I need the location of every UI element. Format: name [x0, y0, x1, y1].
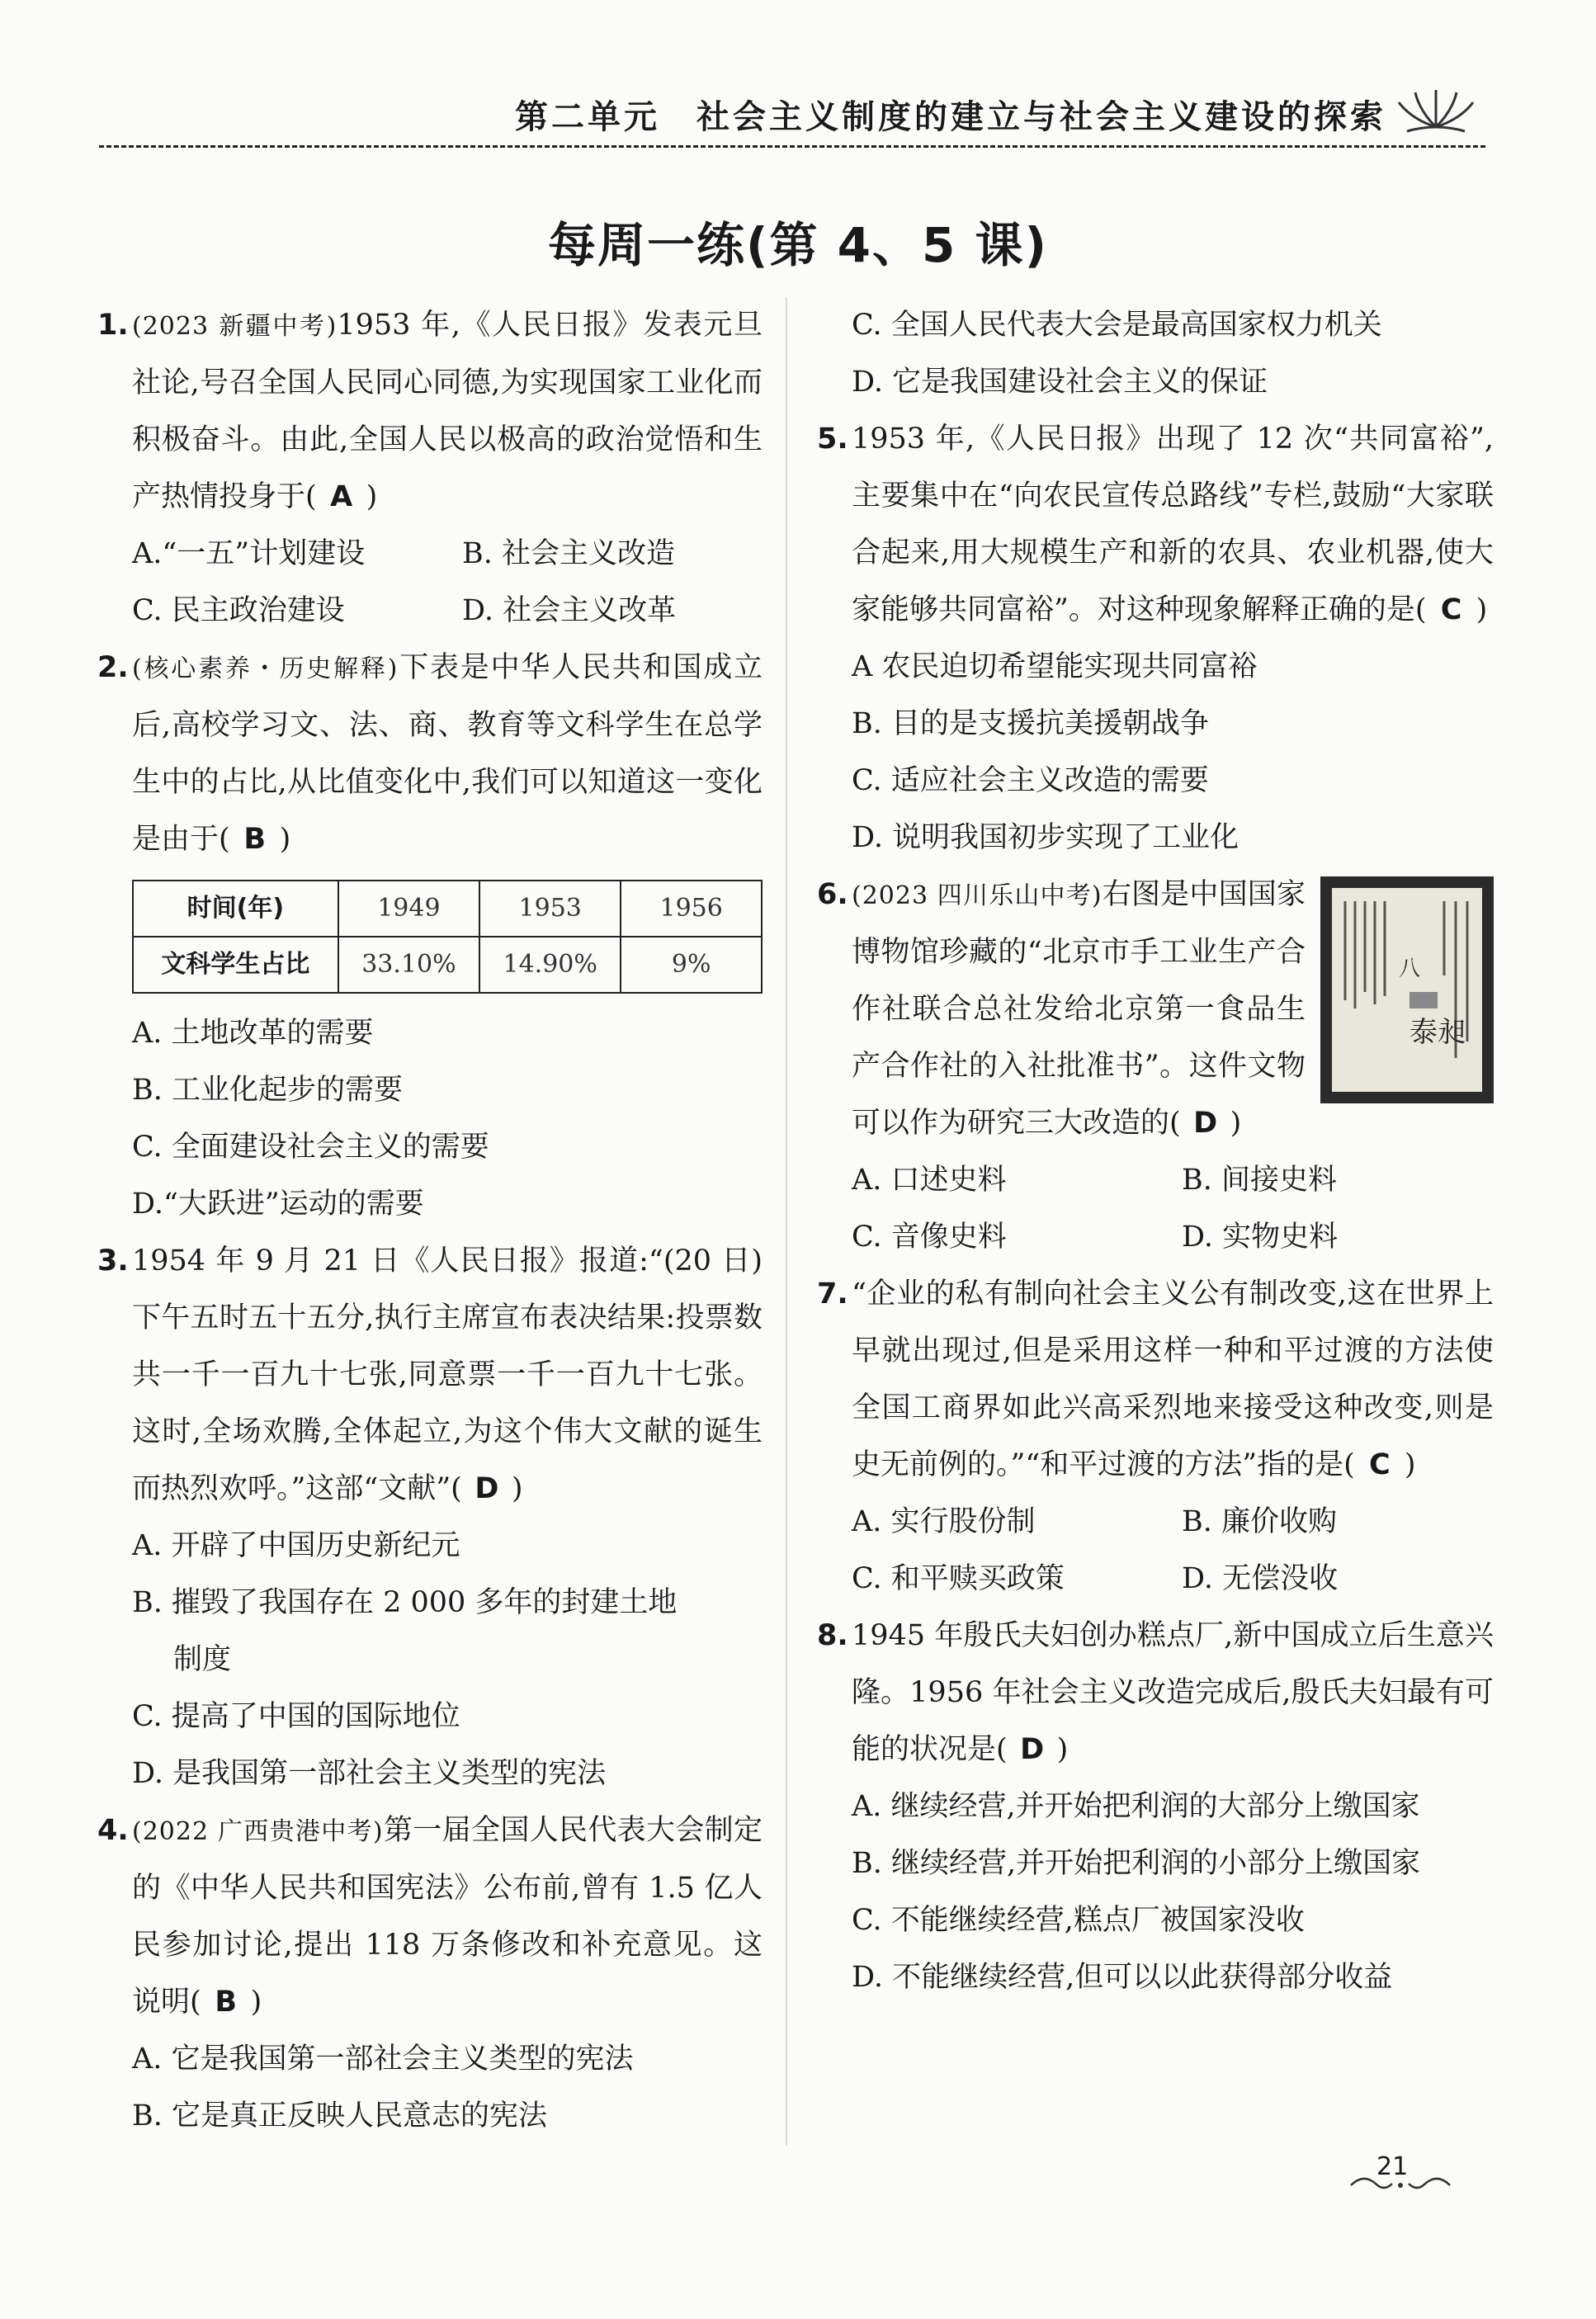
question-stem	[852, 867, 1494, 1152]
question-stem	[852, 411, 1494, 639]
table-cell: 33.10%	[338, 937, 479, 993]
stem-close: )	[366, 480, 378, 513]
row-header: 时间(年)	[133, 881, 338, 937]
option-a: A. 土地改革的需要	[132, 1017, 374, 1050]
answer-letter: D	[1020, 1733, 1045, 1766]
question-stem	[132, 1802, 763, 2031]
question-8	[817, 1608, 1494, 1778]
option-c: C. 民主政治建设	[132, 594, 345, 627]
stem-close: )	[250, 1986, 262, 2019]
running-header	[99, 91, 1485, 149]
answer-letter: D	[475, 1472, 499, 1505]
left-column	[97, 297, 763, 2145]
answer-letter: C	[1369, 1448, 1391, 1481]
question-number: 8.	[817, 1619, 848, 1652]
options-row	[97, 583, 763, 640]
stem-text: 1954 年 9 月 21 日《人民日报》报道:“(20 日)下午五时五十五分,执行主席宣布表决结果:投票数共一千一百九十七张,同意票一千一百九十七张。这时,全场欢腾,全体起立,为这个伟大文献的诞生而热烈欢呼。”这部“文献”(	[132, 1245, 763, 1505]
question-source: (核心素养・历史解释)	[132, 654, 399, 683]
option-b: B. 目的是支援抗美援朝战争	[852, 707, 1209, 740]
right-column	[817, 297, 1494, 2006]
option-a: A. 口述史料	[852, 1164, 1007, 1197]
stem-text: 1953 年,《人民日报》出现了 12 次“共同富裕”,主要集中在“向农民宣传总路线”专栏,鼓励“大家联合起来,用大规模生产和新的农具、农业机器,使大家能够共同富裕”。对这种现象解释正确的是(	[852, 423, 1494, 626]
answer-letter: B	[215, 1986, 237, 2019]
stem-text: 下表是中华人民共和国成立后,高校学习文、法、商、教育等文科学生在总学生中的占比,从比值变化中,我们可以知道这一变化是由于(	[132, 651, 763, 856]
question-stem	[132, 297, 763, 526]
answer-letter: D	[1193, 1107, 1218, 1140]
answer-letter: C	[1440, 593, 1462, 626]
option-b: B. 工业化起步的需要	[132, 1074, 403, 1107]
option-c: C. 全面建设社会主义的需要	[132, 1131, 489, 1164]
option-a: A. 继续经营,并开始把利润的大部分上缴国家	[852, 1790, 1420, 1823]
option-b: B. 摧毁了我国存在 2 000 多年的封建土地	[132, 1586, 678, 1619]
option-b: B. 它是真正反映人民意志的宪法	[132, 2099, 547, 2132]
page-number: 21	[1376, 2152, 1409, 2181]
question-source: (2023 四川乐山中考)	[852, 881, 1103, 910]
question-number: 2.	[97, 651, 129, 684]
svg-text:八: 八	[1399, 956, 1421, 981]
question-number: 4.	[97, 1814, 129, 1847]
option-d: D. 不能继续经营,但可以以此获得部分收益	[852, 1961, 1393, 1994]
option-a: A. 开辟了中国历史新纪元	[132, 1529, 460, 1562]
row-header: 文科学生占比	[133, 937, 338, 993]
stem-close: )	[279, 823, 291, 856]
option-d: D. 社会主义改革	[462, 594, 677, 627]
option-d: D. 实物史料	[1182, 1221, 1339, 1254]
stem-close: )	[1476, 593, 1488, 626]
stem-text: 1945 年殷氏夫妇创办糕点厂,新中国成立后生意兴隆。1956 年社会主义改造完成后,殷氏夫妇最有可能的状况是(	[852, 1619, 1494, 1766]
data-table	[132, 880, 763, 994]
option-a: A. 实行股份制	[852, 1505, 1036, 1538]
question-number: 1.	[97, 309, 129, 342]
question-2	[97, 640, 763, 868]
stem-close: )	[1230, 1107, 1242, 1140]
table-cell: 9%	[621, 937, 762, 993]
question-6	[817, 867, 1494, 1152]
question-number: 3.	[97, 1245, 129, 1278]
option-b-continued: 制度	[173, 1643, 232, 1676]
stem-text: 1953 年,《人民日报》发表元旦社论,号召全国人民同心同德,为实现国家工业化而积极奋斗。由此,全国人民以极高的政治觉悟和生产热情投身于(	[132, 309, 763, 513]
stem-close: )	[1404, 1448, 1416, 1481]
option-d: D. 它是我国建设社会主义的保证	[852, 366, 1268, 399]
question-4	[97, 1802, 763, 2031]
table-cell: 1953	[479, 881, 621, 937]
question-7	[817, 1266, 1494, 1494]
page-title: 每周一练(第 4、5 课)	[547, 217, 1049, 273]
fan-ornament-icon	[1395, 86, 1477, 135]
option-d: D. 无偿没收	[1182, 1562, 1339, 1595]
scroll-ornament-icon	[1347, 2169, 1454, 2194]
options-row	[817, 1494, 1494, 1551]
question-stem	[132, 640, 763, 868]
stem-text: 第一届全国人民代表大会制定的《中华人民共和国宪法》公布前,曾有 1.5 亿人民参加讨论,提出 118 万条修改和补充意见。这说明(	[132, 1814, 763, 2019]
option-c: C. 提高了中国的国际地位	[132, 1700, 460, 1733]
svg-text:泰昶: 泰昶	[1409, 1016, 1466, 1049]
stem-close: )	[511, 1472, 523, 1505]
stem-text: “企业的私有制向社会主义公有制改变,这在世界上早就出现过,但是采用这样一种和平过渡的方法使全国工商界如此兴高采烈地来接受这种改变,则是史无前例的。”“和平过渡的方法”指的是(	[852, 1278, 1494, 1481]
question-source: (2022 广西贵港中考)	[132, 1817, 384, 1846]
option-d: D. 是我国第一部社会主义类型的宪法	[132, 1757, 607, 1790]
option-b: B. 社会主义改造	[462, 537, 675, 570]
header-dashed-rule	[99, 145, 1485, 148]
option-b: B. 廉价收购	[1182, 1505, 1337, 1538]
table-cell: 14.90%	[479, 937, 621, 993]
question-source: (2023 新疆中考)	[132, 312, 338, 341]
option-c: C. 全国人民代表大会是最高国家权力机关	[852, 309, 1382, 342]
option-c: C. 音像史料	[852, 1221, 1007, 1254]
options-row	[817, 1152, 1494, 1209]
unit-title: 第二单元 社会主义制度的建立与社会主义建设的探索	[515, 98, 1386, 136]
option-a: A.“一五”计划建设	[132, 537, 366, 570]
option-b: B. 继续经营,并开始把利润的小部分上缴国家	[852, 1847, 1421, 1880]
options-row	[817, 1209, 1494, 1266]
option-b: B. 间接史料	[1182, 1164, 1337, 1197]
options-row	[97, 526, 763, 583]
stem-text: 右图是中国国家博物馆珍藏的“北京市手工业生产合作社联合总社发给北京第一食品生产合作社的入社批准书”。这件文物可以作为研究三大改造的(	[852, 878, 1306, 1140]
question-1	[97, 297, 763, 526]
question-stem	[132, 1233, 763, 1518]
table-cell: 1949	[338, 881, 479, 937]
table-cell: 1956	[621, 881, 762, 937]
answer-letter: B	[243, 823, 266, 856]
option-d: D. 说明我国初步实现了工业化	[852, 821, 1239, 854]
option-d: D.“大跃进”运动的需要	[132, 1188, 424, 1221]
table-row	[133, 881, 762, 937]
option-a: A 农民迫切希望能实现共同富裕	[852, 650, 1258, 683]
options-row	[817, 1551, 1494, 1608]
question-number: 7.	[817, 1278, 848, 1311]
option-c: C. 不能继续经营,糕点厂被国家没收	[852, 1904, 1305, 1937]
question-3	[97, 1233, 763, 1518]
question-stem	[852, 1266, 1494, 1494]
table-row	[133, 937, 762, 993]
question-stem	[852, 1608, 1494, 1778]
answer-letter: A	[330, 480, 353, 513]
question-number: 5.	[817, 423, 848, 456]
question-5	[817, 411, 1494, 639]
certificate-photo-icon	[1320, 876, 1494, 1103]
option-a: A. 它是我国第一部社会主义类型的宪法	[132, 2043, 634, 2076]
question-number: 6.	[817, 878, 848, 911]
stem-close: )	[1056, 1733, 1069, 1766]
option-c: C. 适应社会主义改造的需要	[852, 764, 1209, 797]
option-c: C. 和平赎买政策	[852, 1562, 1065, 1595]
